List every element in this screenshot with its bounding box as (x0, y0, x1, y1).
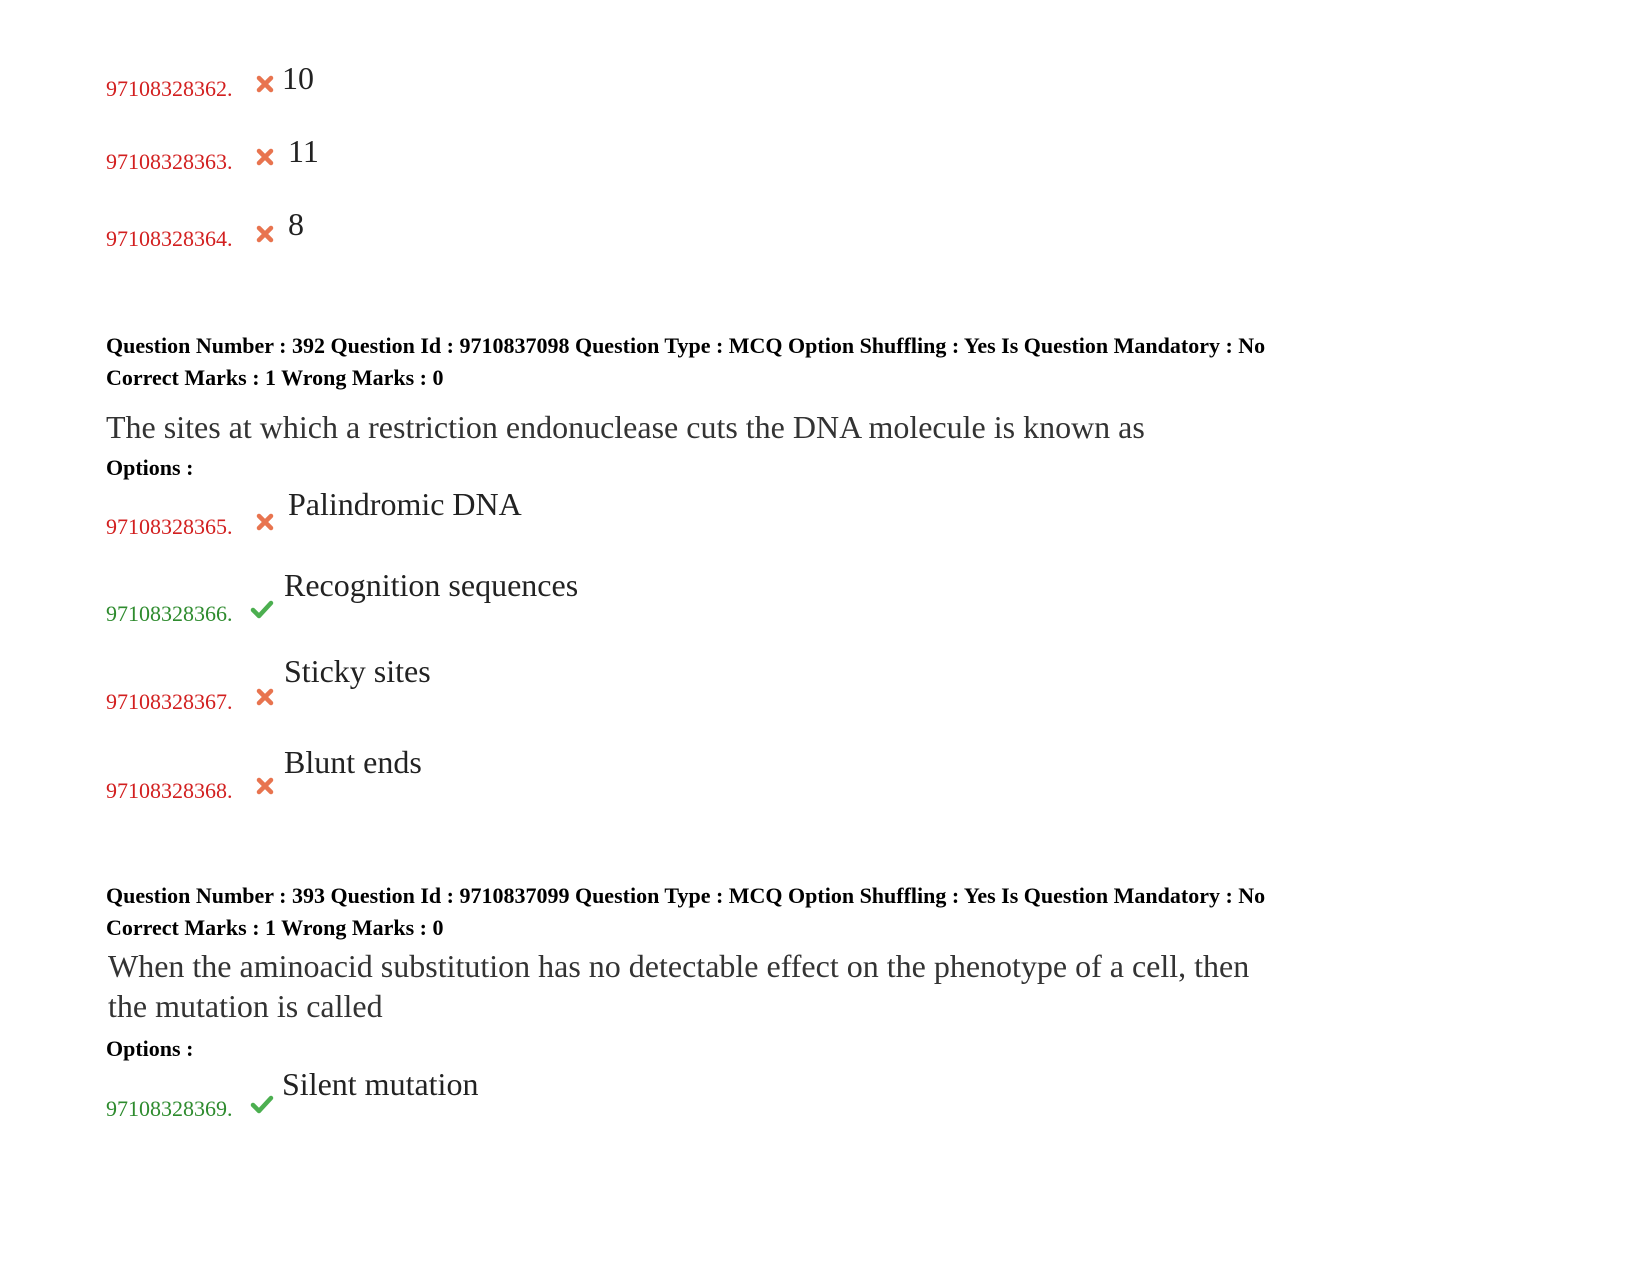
question-marks: Correct Marks : 1 Wrong Marks : 0 (106, 915, 444, 940)
options-label: Options : (106, 455, 194, 480)
question-text-line: When the aminoacid substitution has no detectable effect on the phenotype of a cell, then (108, 948, 1250, 984)
question-marks: Correct Marks : 1 Wrong Marks : 0 (106, 365, 444, 390)
question-text (108, 946, 1249, 1026)
option-text: 10 (282, 60, 314, 96)
option-text: Sticky sites (284, 653, 431, 689)
option-id: 97108328367. (106, 689, 233, 714)
option-id: 97108328363. (106, 149, 233, 174)
question-meta: Question Number : 392 Question Id : 9710837098 Question Type : MCQ Option Shuffling : Yes Is Question Mandatory : No (106, 333, 1266, 358)
question-header (106, 880, 1265, 944)
cross-icon (254, 775, 276, 797)
cross-icon (254, 223, 276, 245)
cross-icon (254, 73, 276, 95)
option-text: Blunt ends (284, 744, 422, 780)
option-text: Palindromic DNA (288, 486, 522, 522)
option-text: 11 (288, 133, 319, 169)
cross-icon (254, 511, 276, 533)
question-meta: Question Number : 393 Question Id : 9710837099 Question Type : MCQ Option Shuffling : Yes Is Question Mandatory : No (106, 883, 1266, 908)
option-text: Recognition sequences (284, 567, 579, 603)
option-id: 97108328362. (106, 76, 233, 101)
question-text-line: the mutation is called (108, 988, 383, 1024)
option-id: 97108328366. (106, 601, 233, 626)
option-id: 97108328365. (106, 514, 233, 539)
option-id: 97108328368. (106, 778, 233, 803)
cross-icon (254, 686, 276, 708)
check-icon (250, 598, 274, 620)
check-icon (250, 1093, 274, 1115)
option-id: 97108328369. (106, 1096, 233, 1121)
question-header (106, 330, 1265, 394)
question-text: The sites at which a restriction endonuclease cuts the DNA molecule is known as (106, 409, 1145, 445)
option-id: 97108328364. (106, 226, 233, 251)
options-label: Options : (106, 1036, 194, 1061)
cross-icon (254, 146, 276, 168)
option-text: 8 (288, 206, 304, 242)
option-text: Silent mutation (282, 1066, 479, 1102)
